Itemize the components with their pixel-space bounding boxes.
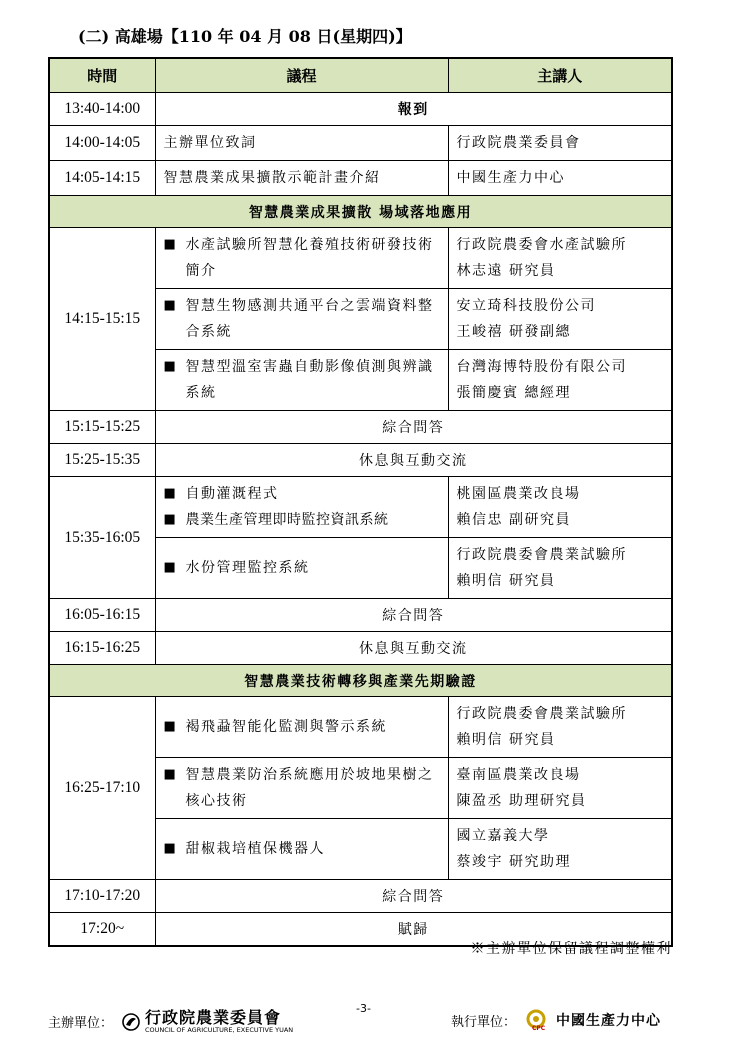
speaker-org: 行政院農委會農業試驗所 [456,706,627,722]
speaker-cell [448,697,672,758]
executor-name: 中國生產力中心 [556,1013,662,1029]
speaker-org: 安立琦科技股份公司 [456,298,596,314]
bullet-square-icon: ■ [163,486,178,501]
agenda-cell [155,228,448,289]
agenda-cell: 主辦單位致詞 [155,126,448,161]
bullet-square-icon: ■ [163,359,178,374]
agenda-text: 甜椒栽培植保機器人 [185,841,325,857]
organizer-label: 主辦單位： [48,1016,114,1031]
bullet-square-icon: ■ [163,298,178,313]
bullet-square-icon: ■ [163,767,178,782]
agenda-text: 智慧型溫室害蟲自動影像偵測與辨識系統 [185,359,434,401]
agenda-cell [155,350,448,411]
agenda-text: 農業生產管理即時監控資訊系統 [185,512,389,528]
speaker-cell [448,477,672,538]
agenda-full-cell: 綜合問答 [155,599,672,632]
speaker-cell: 中國生產力中心 [448,161,672,196]
speaker-person: 賴明信 研究員 [456,732,556,748]
organizer-name-en: COUNCIL OF AGRICULTURE, EXECUTIVE YUAN [145,1026,294,1034]
page-number: -3- [356,1002,371,1015]
speaker-org: 台灣海博特股份有限公司 [456,359,627,375]
time-cell: 15:35-16:05 [49,477,155,599]
table-row [49,228,672,289]
agenda-full-cell: 賦歸 [155,913,672,946]
table-row [49,880,672,913]
table-row [49,477,672,538]
time-cell: 14:00-14:05 [49,126,155,161]
section-row [49,665,672,697]
bullet-square-icon: ■ [163,841,178,856]
table-row [49,697,672,758]
speaker-person: 王峻禧 研發副總 [456,324,571,340]
speaker-person: 賴明信 研究員 [456,573,556,589]
speaker-cell [448,758,672,819]
cpc-logo [524,1009,661,1031]
speaker-cell [448,819,672,880]
section-row [49,196,672,228]
time-cell: 17:20~ [49,913,155,946]
speaker-cell [448,538,672,599]
agenda-cell [155,758,448,819]
bullet-square-icon: ■ [163,237,178,252]
table-row [49,632,672,665]
agenda-text: 水份管理監控系統 [185,560,310,576]
time-cell: 16:05-16:15 [49,599,155,632]
table-row [49,444,672,477]
agenda-text: 水產試驗所智慧化養殖技術研發技術簡介 [185,237,434,279]
agenda-cell [155,697,448,758]
bullet-square-icon: ■ [163,560,178,575]
time-cell: 14:05-14:15 [49,161,155,196]
organizer-name-zh: 行政院農業委員會 [145,1008,282,1027]
time-cell: 15:25-15:35 [49,444,155,477]
agenda-cell [155,819,448,880]
agenda-full-cell: 休息與互動交流 [155,632,672,665]
time-cell: 13:40-14:00 [49,93,155,126]
agenda-cell [155,289,448,350]
speaker-person: 陳盈丞 助理研究員 [456,793,587,809]
speaker-cell: 行政院農業委員會 [448,126,672,161]
speaker-cell [448,350,672,411]
time-cell: 17:10-17:20 [49,880,155,913]
table-row [49,161,672,196]
table-header-row [49,58,672,93]
agenda-full-cell: 綜合問答 [155,880,672,913]
cpc-swirl-icon [524,1009,550,1031]
cpc-logo-text: CPC [532,1025,546,1031]
agenda-full-cell: 綜合問答 [155,411,672,444]
time-cell: 15:15-15:25 [49,411,155,444]
executor-label: 執行單位： [451,1014,517,1030]
table-row [49,126,672,161]
speaker-org: 桃園區農業改良場 [456,486,581,502]
agenda-text: 智慧生物感測共通平台之雲端資料整合系統 [185,298,434,340]
agenda-cell [155,538,448,599]
table-row [49,411,672,444]
agenda-full-cell: 休息與互動交流 [155,444,672,477]
speaker-org: 行政院農委會水產試驗所 [456,237,627,253]
table-row [49,599,672,632]
table-row [49,93,672,126]
agenda-cell [155,477,448,538]
agenda-full-cell: 報到 [155,93,672,126]
time-cell: 16:15-16:25 [49,632,155,665]
agenda-table [48,57,673,947]
section-title: 智慧農業成果擴散 場域落地應用 [49,196,672,228]
agenda-text: 自動灌溉程式 [185,486,279,502]
speaker-person: 賴信忠 副研究員 [456,512,571,528]
executor-footer [451,1009,661,1031]
header-speaker: 主講人 [448,58,672,93]
section-title: 智慧農業技術轉移與產業先期驗證 [49,665,672,697]
agenda-text: 褐飛蝨智能化監測與警示系統 [185,719,387,735]
speaker-org: 國立嘉義大學 [456,828,550,844]
section-heading: (二) 高雄場【110 年 04 月 08 日(星期四)】 [78,27,412,46]
organizer-footer [48,1009,293,1034]
speaker-person: 張簡慶賓 總經理 [456,385,571,401]
coa-logo [121,1009,293,1034]
header-agenda: 議程 [155,58,448,93]
speaker-org: 臺南區農業改良場 [456,767,581,783]
speaker-person: 林志遠 研究員 [456,263,556,279]
agenda-text: 智慧農業防治系統應用於坡地果樹之核心技術 [185,767,434,809]
bullet-square-icon: ■ [163,512,178,527]
coa-leaf-icon [121,1012,141,1032]
time-cell: 14:15-15:15 [49,228,155,411]
speaker-person: 蔡竣宇 研究助理 [456,854,571,870]
footnote: ※主辦單位保留議程調整權利 [470,941,672,957]
speaker-cell [448,289,672,350]
agenda-cell: 智慧農業成果擴散示範計畫介紹 [155,161,448,196]
time-cell: 16:25-17:10 [49,697,155,880]
speaker-cell [448,228,672,289]
bullet-square-icon: ■ [163,719,178,734]
header-time: 時間 [49,58,155,93]
speaker-org: 行政院農委會農業試驗所 [456,547,627,563]
